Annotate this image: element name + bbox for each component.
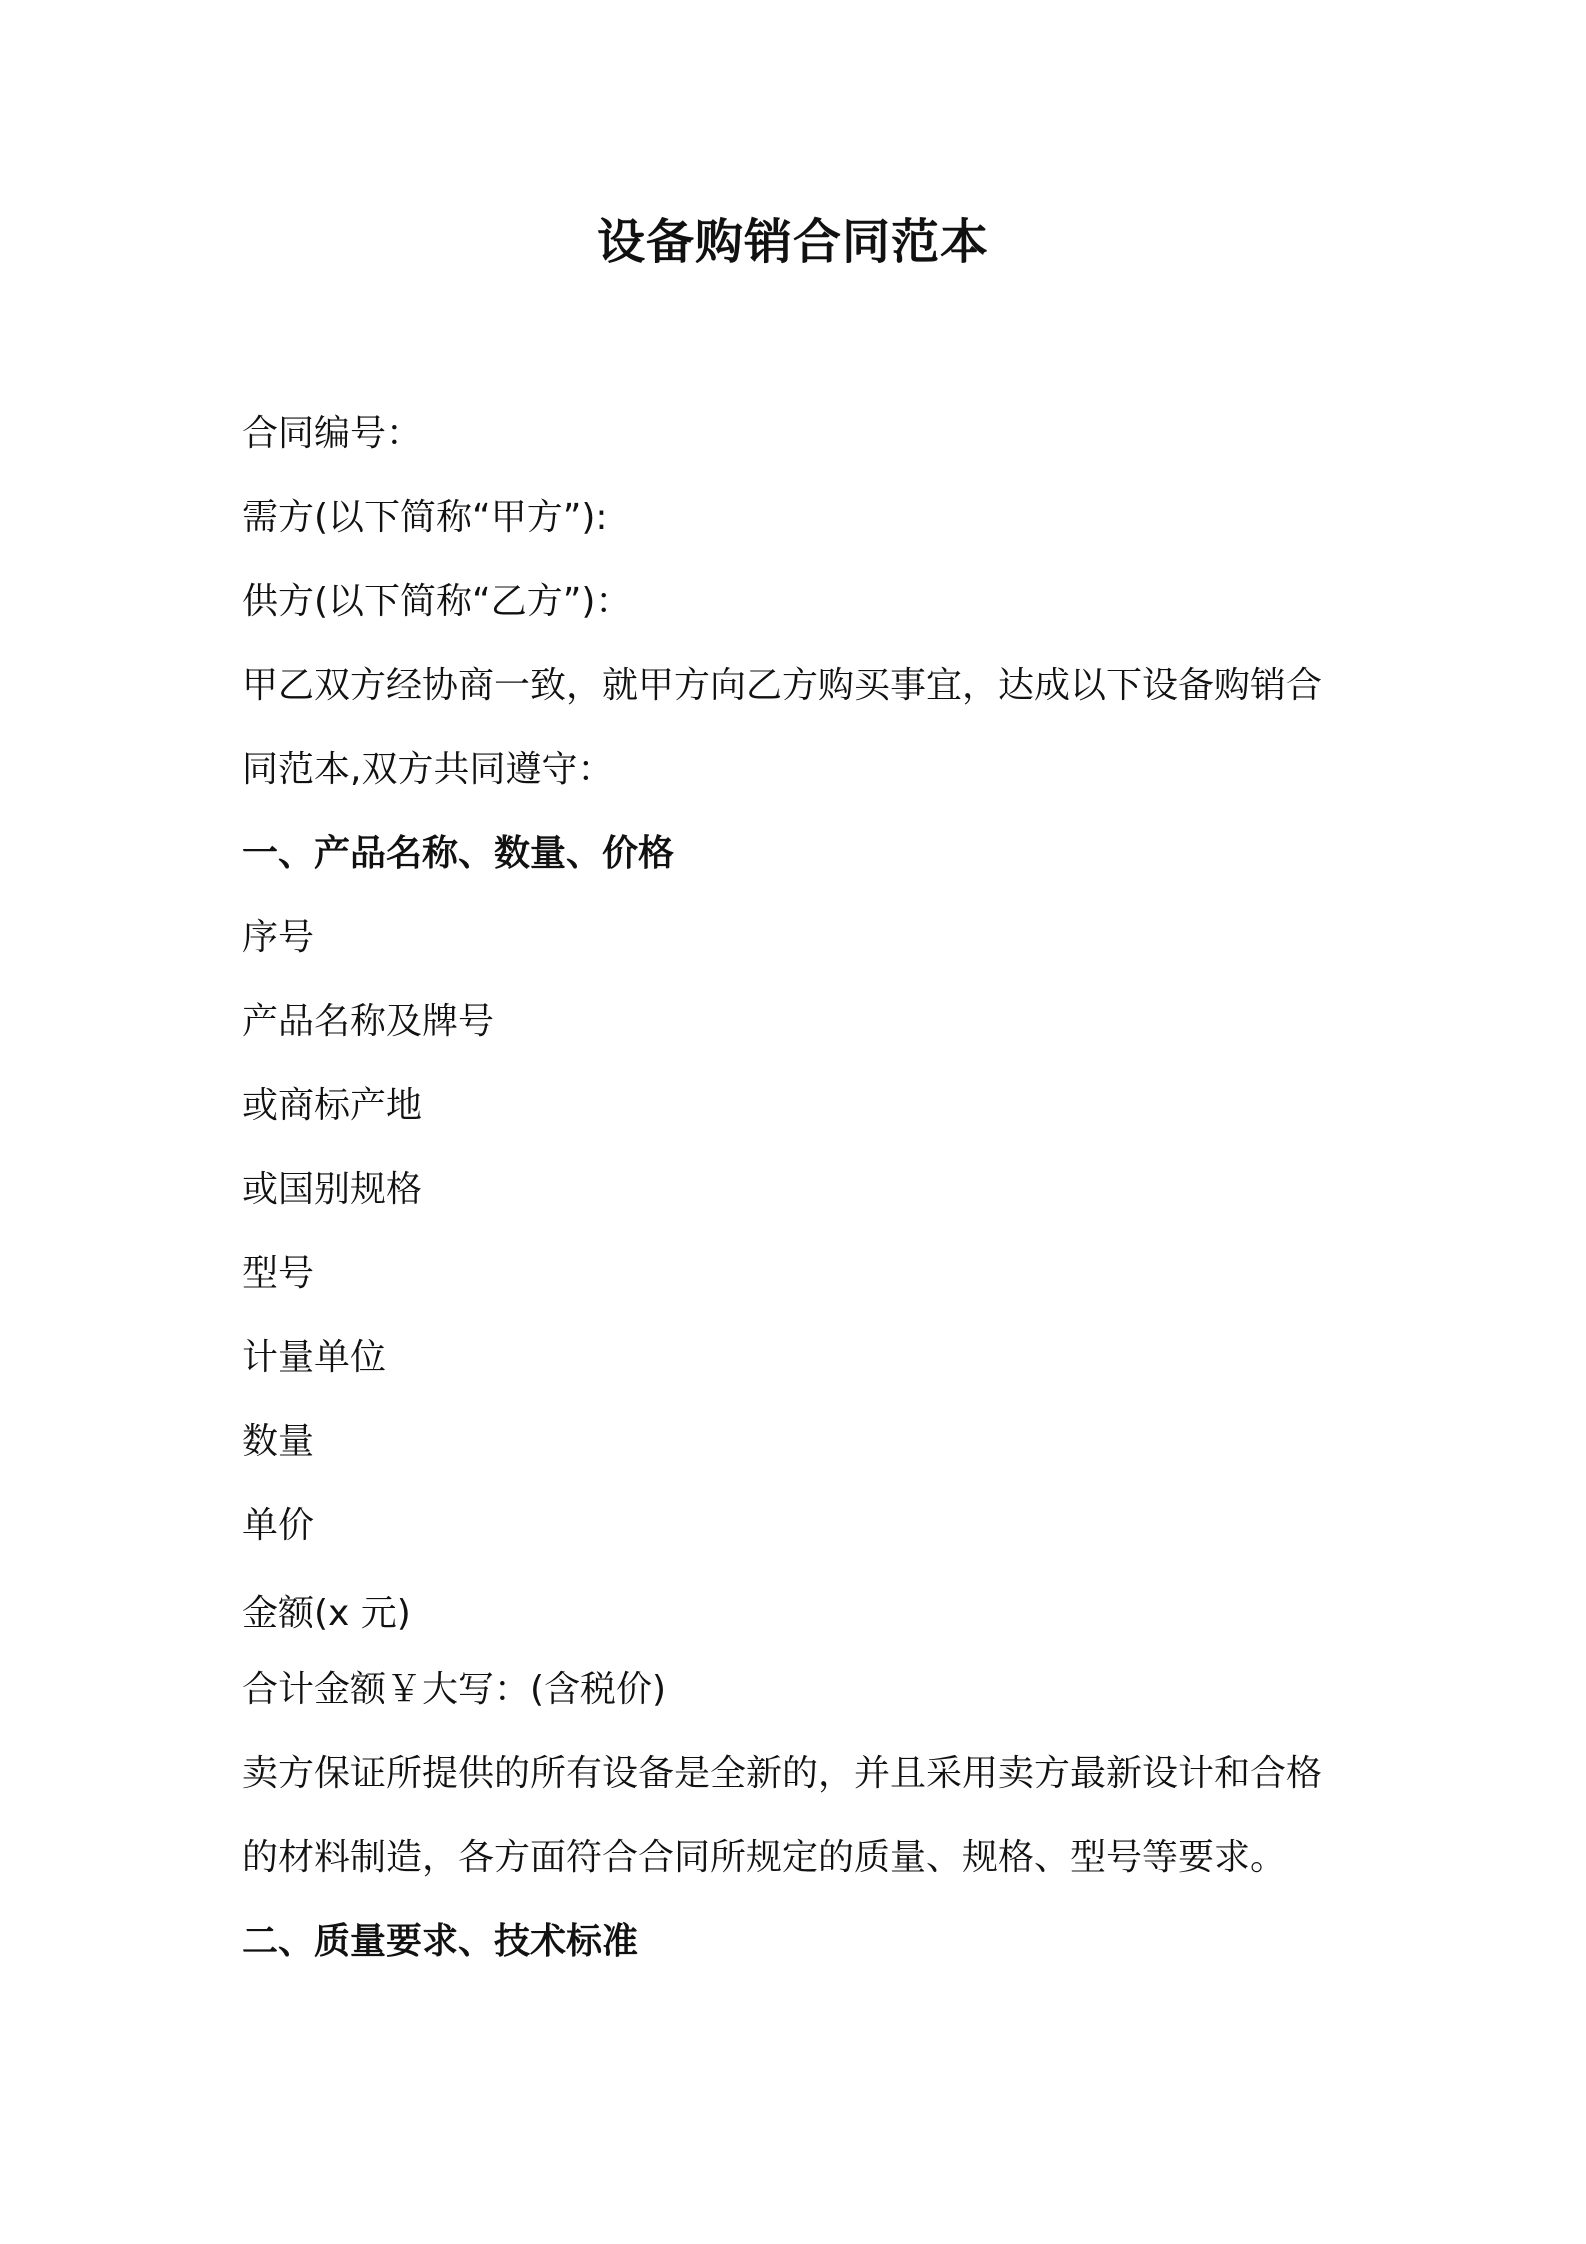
section-1-heading: 一、产品名称、数量、价格	[242, 833, 675, 874]
table-header-model: 型号	[242, 1253, 315, 1294]
intro-paragraph-line-2: 同范本,双方共同遵守：	[242, 749, 614, 790]
warranty-paragraph-line-1: 卖方保证所提供的所有设备是全新的，并且采用卖方最新设计和合格	[242, 1753, 1323, 1794]
seller-label: 供方(以下简称“乙方”)：	[242, 581, 632, 622]
table-header-serial: 序号	[242, 917, 315, 958]
table-header-unit-price: 单价	[242, 1505, 315, 1546]
warranty-paragraph-line-2: 的材料制造，各方面符合合同所规定的质量、规格、型号等要求。	[242, 1837, 1287, 1878]
document-title: 设备购销合同范本	[596, 214, 989, 270]
table-header-brand-origin: 或商标产地	[242, 1085, 423, 1126]
section-2-heading: 二、质量要求、技术标准	[242, 1921, 639, 1962]
table-header-product-name: 产品名称及牌号	[242, 1001, 495, 1042]
table-header-amount: 金额(x 元)	[242, 1593, 411, 1634]
intro-paragraph-line-1: 甲乙双方经协商一致，就甲方向乙方购买事宜，达成以下设备购销合	[242, 665, 1323, 706]
total-amount-line: 合计金额￥大写：(含税价)	[242, 1669, 667, 1710]
table-header-quantity: 数量	[242, 1421, 315, 1462]
buyer-label: 需方(以下简称“甲方”):	[242, 497, 608, 538]
contract-number-label: 合同编号：	[242, 413, 423, 454]
table-header-country-spec: 或国别规格	[242, 1169, 423, 1210]
table-header-unit: 计量单位	[242, 1337, 387, 1378]
